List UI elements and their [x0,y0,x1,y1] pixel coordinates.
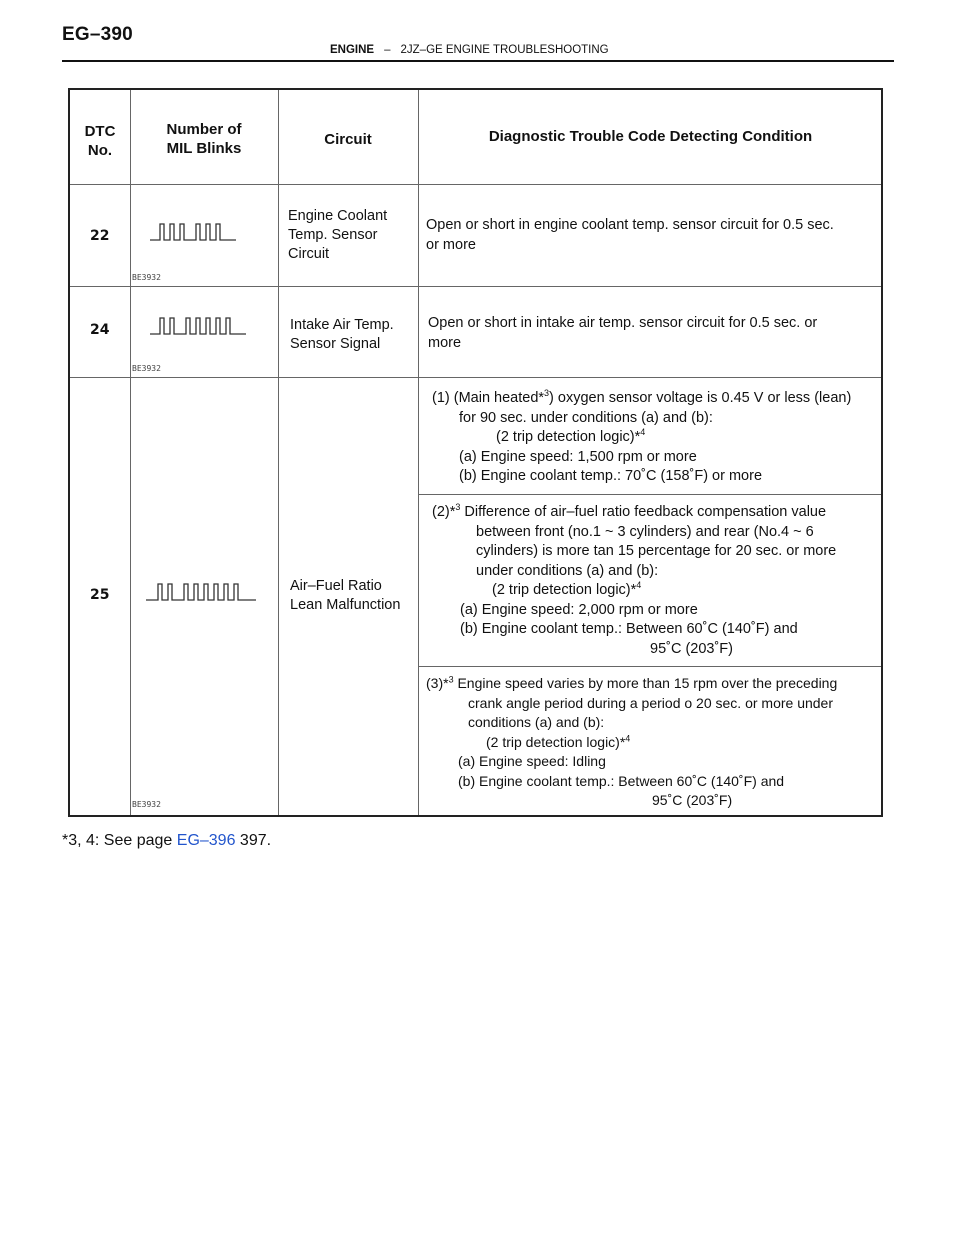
dtc-code-25: 25 [90,587,110,603]
page-reference-link[interactable]: EG–396 [176,832,236,849]
condition-line: more [428,334,462,351]
header-mil-blinks [130,120,278,158]
running-head [330,44,890,56]
footnote-ref: 4 [625,732,631,743]
condition-line [426,674,837,694]
condition-text: (3)* [426,675,449,691]
section-dash: – [384,44,391,56]
condition-25-2 [432,503,836,659]
condition-line: 95˚C (203˚F) [650,640,733,657]
footnote-text: 397. [235,832,272,849]
figure-id: BE3932 [132,364,161,373]
row-divider [70,377,881,378]
page-number: EG–390 [62,24,133,45]
circuit-25 [290,577,400,615]
condition-line: (a) Engine speed: Idling [458,753,606,769]
footnote-ref: 4 [640,427,646,438]
condition-25-3 [426,674,837,811]
circuit-24 [290,316,394,354]
condition-line: (a) Engine speed: 1,500 rpm or more [459,448,697,465]
header-condition: Diagnostic Trouble Code Detecting Condition [488,128,813,145]
condition-line: Open or short in intake air temp. sensor circuit for 0.5 sec. or [428,315,818,331]
condition-24 [428,314,817,353]
footnote-ref: 4 [636,580,642,591]
condition-25-1 [432,389,851,487]
footnote [62,832,271,850]
circuit-22 [288,207,387,264]
condition-line [426,733,837,753]
circuit-line: Sensor Signal [290,336,381,352]
circuit-line: Temp. Sensor [288,227,378,243]
header-mil-line1: Number of [166,121,242,138]
condition-line: between front (no.1 ~ 3 cylinders) and rear (No.4 ~ 6 [476,523,814,540]
circuit-line: Engine Coolant [288,208,388,224]
figure-id: BE3932 [132,800,161,809]
sub-row-divider [418,494,881,495]
header-dtc-line2: No. [87,142,113,159]
column-divider [130,90,131,815]
header-rule [62,60,894,62]
mil-blink-pattern-24 [150,314,260,338]
sub-row-divider [418,666,881,667]
header-dtc-no [70,122,130,160]
condition-line: crank angle period during a period o 20 sec. or more under [468,694,833,711]
footnote-text: *3, 4: See page [62,832,177,849]
condition-line: (b) Engine coolant temp.: Between 60˚C (140˚F) and [458,772,785,789]
condition-line: cylinders) is more tan 15 percentage for 20 sec. or more [476,543,837,559]
condition-line: (a) Engine speed: 2,000 rpm or more [460,601,698,618]
condition-text: ) oxygen sensor voltage is 0.45 V or less (lean) [549,390,852,406]
condition-line [432,428,851,448]
circuit-line: Circuit [288,246,330,262]
condition-text: (2)* [432,504,456,520]
row-divider [70,184,881,185]
figure-id: BE3932 [132,273,161,282]
footnote-ref: 3 [544,388,550,399]
dtc-code-24: 24 [90,322,110,338]
condition-line: under conditions (a) and (b): [476,562,659,579]
column-divider [278,90,279,815]
column-divider [418,90,419,815]
section-title: ENGINE [330,44,375,56]
dtc-table [68,88,883,817]
circuit-line: Air–Fuel Ratio [290,578,382,594]
condition-line: for 90 sec. under conditions (a) and (b): [459,409,713,426]
mil-blink-pattern-25 [146,580,272,604]
mil-blink-pattern-22 [150,220,240,244]
row-divider [70,286,881,287]
condition-text: (2 trip detection logic)* [496,429,641,445]
footnote-ref: 3 [448,674,454,685]
dtc-code-22: 22 [90,228,110,244]
footnote-ref: 3 [455,502,461,513]
condition-text: (2 trip detection logic)* [492,582,637,598]
condition-line [432,581,836,601]
condition-text: (2 trip detection logic)* [486,733,626,750]
circuit-line: Lean Malfunction [290,597,401,613]
condition-line [432,389,851,409]
header-circuit: Circuit [324,131,372,148]
condition-text: Difference of air–fuel ratio feedback compensation value [460,504,827,520]
header-mil-line2: MIL Blinks [166,140,242,157]
header-dtc-line1: DTC [84,123,116,140]
condition-text: Engine speed varies by more than 15 rpm over the preceding [453,675,838,691]
condition-line: or more [426,236,476,253]
condition-line [432,503,836,523]
condition-line: (b) Engine coolant temp.: 70˚C (158˚F) or more [459,468,763,484]
condition-line: conditions (a) and (b): [468,714,605,730]
condition-line: 95˚C (203˚F) [652,792,733,808]
condition-line: Open or short in engine coolant temp. sensor circuit for 0.5 sec. [426,217,834,233]
condition-line: (b) Engine coolant temp.: Between 60˚C (140˚F) and [460,621,798,637]
condition-22 [426,216,834,255]
subsection-title: 2JZ–GE ENGINE TROUBLESHOOTING [400,44,609,56]
condition-text: (1) (Main heated* [432,390,545,406]
circuit-line: Intake Air Temp. [290,317,394,333]
